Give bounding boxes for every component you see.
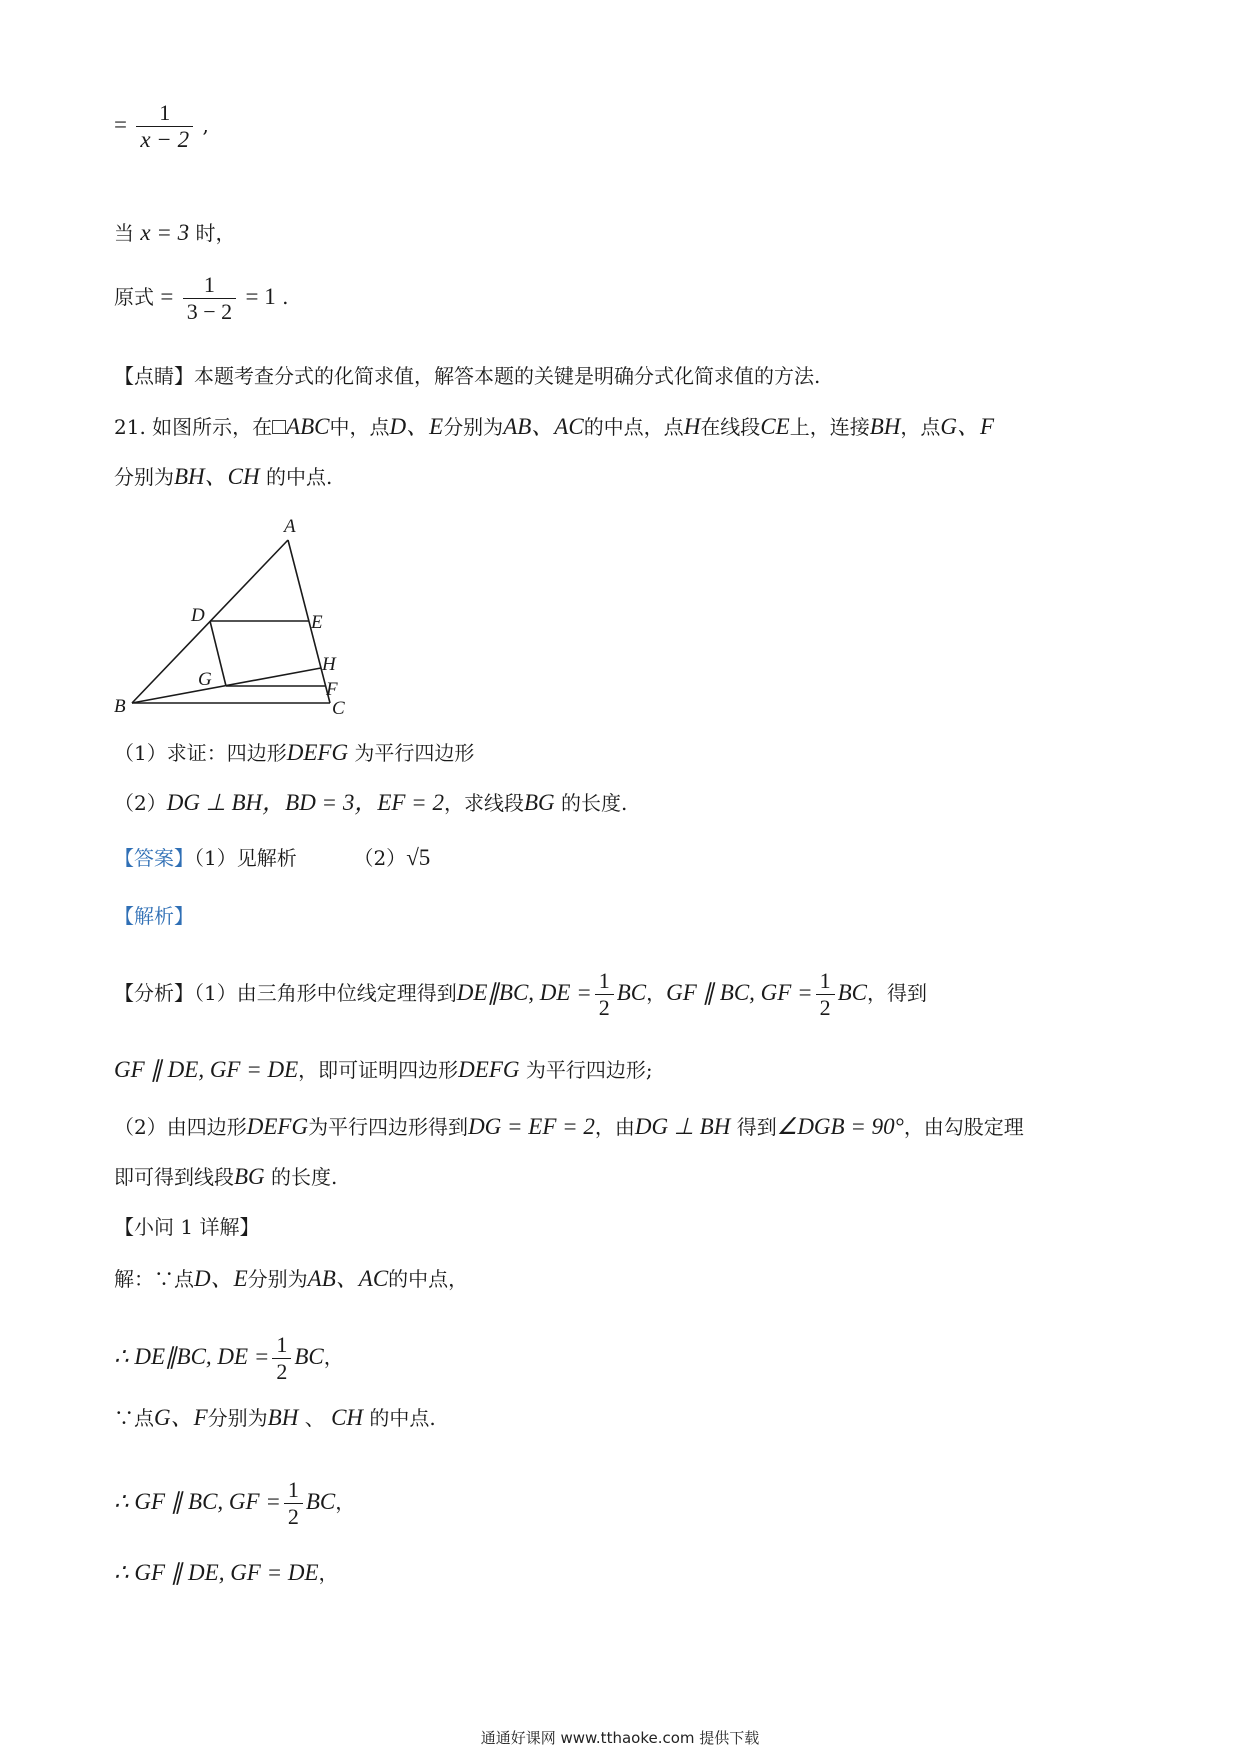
solution-line-4 (114, 1477, 355, 1530)
q-text: （1）求证：四边形 (114, 741, 287, 765)
s-math: ∴ DE∥BC, DE = (114, 1344, 270, 1369)
denominator: 3 − 2 (186, 299, 233, 324)
numerator: 1 (272, 1332, 291, 1359)
q-math: BH、CH (174, 464, 260, 489)
q-text: ，点 (900, 415, 941, 439)
numerator: 1 (183, 272, 236, 299)
s-text: 、 (304, 1406, 325, 1430)
comma: , (202, 113, 209, 137)
denominator: 2 (819, 995, 831, 1020)
solution-line-2 (114, 1332, 344, 1385)
q-math: DG ⊥ BH，BD = 3，EF = 2 (166, 790, 444, 815)
text-time: 时， (195, 221, 236, 245)
label-c: C (332, 698, 345, 715)
s-math: AB、AC (307, 1266, 389, 1291)
a-text: ，由勾股定理 (903, 1115, 1024, 1139)
q-math: BH (869, 414, 901, 439)
q-math: H (683, 414, 701, 439)
fraction-half (284, 1477, 303, 1530)
dianjing-text: 本题考查分式的化简求值，解答本题的关键是明确分式化简求值的方法. (194, 364, 821, 388)
s-text: 的中点， (388, 1267, 469, 1291)
label-h: H (322, 654, 336, 675)
jiexi-line (114, 901, 194, 931)
q-text: 在线段 (700, 415, 761, 439)
label-a: A (284, 516, 296, 537)
s-text: 的中点. (369, 1406, 436, 1430)
q-math: D、E (389, 414, 444, 439)
answer-line (114, 843, 430, 873)
a-text: （2）由四边形 (114, 1115, 247, 1139)
result-line (114, 272, 288, 325)
q-text: 的长度. (560, 791, 628, 815)
s-math: BC (294, 1344, 324, 1369)
analysis-line-3 (114, 1112, 1024, 1142)
answer-2-label: （2） (353, 846, 407, 870)
q-text: 中，点 (329, 415, 390, 439)
numerator: 1 (284, 1477, 303, 1504)
answer-2-value: √5 (406, 845, 431, 870)
segment-dg (210, 621, 226, 686)
label-f: F (326, 679, 338, 700)
s-math: ∴ GF ∥ BC, GF = (114, 1489, 281, 1514)
q-text: 分别为 (443, 415, 504, 439)
analysis-line-2 (114, 1055, 653, 1085)
s-text: 分别为 (247, 1267, 308, 1291)
a-text: 为平行四边形得到 (308, 1115, 469, 1139)
s-text: ， (323, 1345, 344, 1369)
s-math: BC (305, 1489, 336, 1514)
text-when: 当 (114, 221, 134, 245)
q-text: 的中点，点 (583, 415, 684, 439)
analysis-line-1 (114, 968, 927, 1021)
dianjing-line (114, 361, 820, 391)
a-math: GF ∥ BC, GF = (666, 980, 813, 1005)
s-math: G、F (154, 1405, 208, 1430)
numerator: 1 (595, 968, 614, 995)
a-math: DG ⊥ BH (634, 1114, 731, 1139)
equals-sign: = (160, 284, 174, 309)
a-math: DEFG (458, 1057, 520, 1082)
q-math: DEFG (286, 740, 349, 765)
denominator: 2 (287, 1504, 299, 1529)
q-text: （2） (114, 791, 167, 815)
a-text: 即可得到线段 (114, 1165, 234, 1189)
s-math: D、E (194, 1266, 248, 1291)
a-text: （1）由三角形中位线定理得到 (194, 981, 457, 1005)
s-math: CH (331, 1405, 364, 1430)
a-math: BG (234, 1164, 265, 1189)
denominator: 2 (598, 995, 610, 1020)
label-e: E (311, 612, 323, 633)
footer: 通通好课网 www.tthaoke.com 提供下载 (480, 1729, 760, 1747)
sub-question-1 (114, 738, 474, 768)
q-math: CE (760, 414, 790, 439)
denominator: 2 (276, 1359, 288, 1384)
label-d: D (191, 605, 205, 626)
answer-1: （1）见解析 (194, 846, 297, 870)
analysis-line-4 (114, 1162, 337, 1192)
a-text: 的长度. (271, 1165, 338, 1189)
dianjing-tag: 【点睛】 (114, 364, 194, 388)
a-math: DE∥BC, DE = (456, 980, 592, 1005)
text-original: 原式 (114, 285, 154, 309)
triangle-diagram (100, 505, 360, 715)
fraction (183, 272, 236, 325)
a-math: BC (837, 980, 867, 1005)
numerator: 1 (136, 100, 193, 127)
a-math: GF ∥ DE, GF = DE (114, 1057, 299, 1082)
label-b: B (114, 696, 126, 715)
q-math: G、F (940, 414, 995, 439)
fraction-half (816, 968, 835, 1021)
q-text: ，求线段 (443, 791, 524, 815)
s-text: 分别为 (207, 1406, 268, 1430)
detail-tag-line (114, 1212, 259, 1242)
numerator: 1 (816, 968, 835, 995)
q-math: □ABC (272, 414, 330, 439)
equals-sign: = (114, 112, 127, 137)
period: . (282, 285, 289, 309)
a-math: DG = EF = 2 (468, 1114, 595, 1139)
question-21-line-2 (114, 462, 332, 492)
condition-line (114, 218, 235, 248)
equation-line-1 (114, 100, 209, 153)
s-text: 解：∵点 (114, 1267, 194, 1291)
result-value: = 1 (245, 284, 276, 309)
a-math: DEFG (246, 1114, 309, 1139)
a-text: ，得到 (866, 981, 927, 1005)
q-text: 为平行四边形 (354, 741, 475, 765)
a-text: ，即可证明四边形 (298, 1058, 459, 1082)
x-value: x = 3 (140, 220, 190, 245)
analysis-tag: 【分析】 (114, 981, 194, 1005)
s-math: ∴ GF ∥ DE, GF = DE (114, 1560, 319, 1585)
q-math: BG (523, 790, 555, 815)
q-text: 21. 如图所示，在 (114, 415, 273, 439)
a-text: 得到 (736, 1115, 777, 1139)
s-text: ， (335, 1490, 356, 1514)
solution-line-3 (114, 1403, 436, 1433)
label-g: G (198, 669, 212, 690)
q-text: 分别为 (114, 465, 174, 489)
sub-question-2 (114, 788, 627, 818)
question-21-line-1 (114, 412, 994, 442)
q-math: AB、AC (503, 414, 584, 439)
a-text: 为平行四边形; (525, 1058, 653, 1082)
answer-tag: 【答案】 (114, 846, 194, 870)
a-text: ， (646, 981, 667, 1005)
denominator: x − 2 (140, 127, 190, 152)
solution-line-5 (114, 1558, 339, 1588)
detail-tag: 【小问 1 详解】 (114, 1215, 260, 1239)
fraction (136, 100, 193, 153)
q-text: 的中点. (265, 465, 333, 489)
q-text: 上，连接 (789, 415, 870, 439)
fraction-half (595, 968, 614, 1021)
fraction-half (272, 1332, 291, 1385)
a-math: ∠DGB = 90° (776, 1114, 904, 1139)
s-text: ， (318, 1561, 339, 1585)
a-math: BC (616, 980, 647, 1005)
solution-line-1 (114, 1264, 468, 1294)
s-math: BH (267, 1405, 299, 1430)
s-text: ∵点 (114, 1406, 154, 1430)
a-text: ，由 (594, 1115, 635, 1139)
jiexi-tag: 【解析】 (114, 904, 194, 928)
